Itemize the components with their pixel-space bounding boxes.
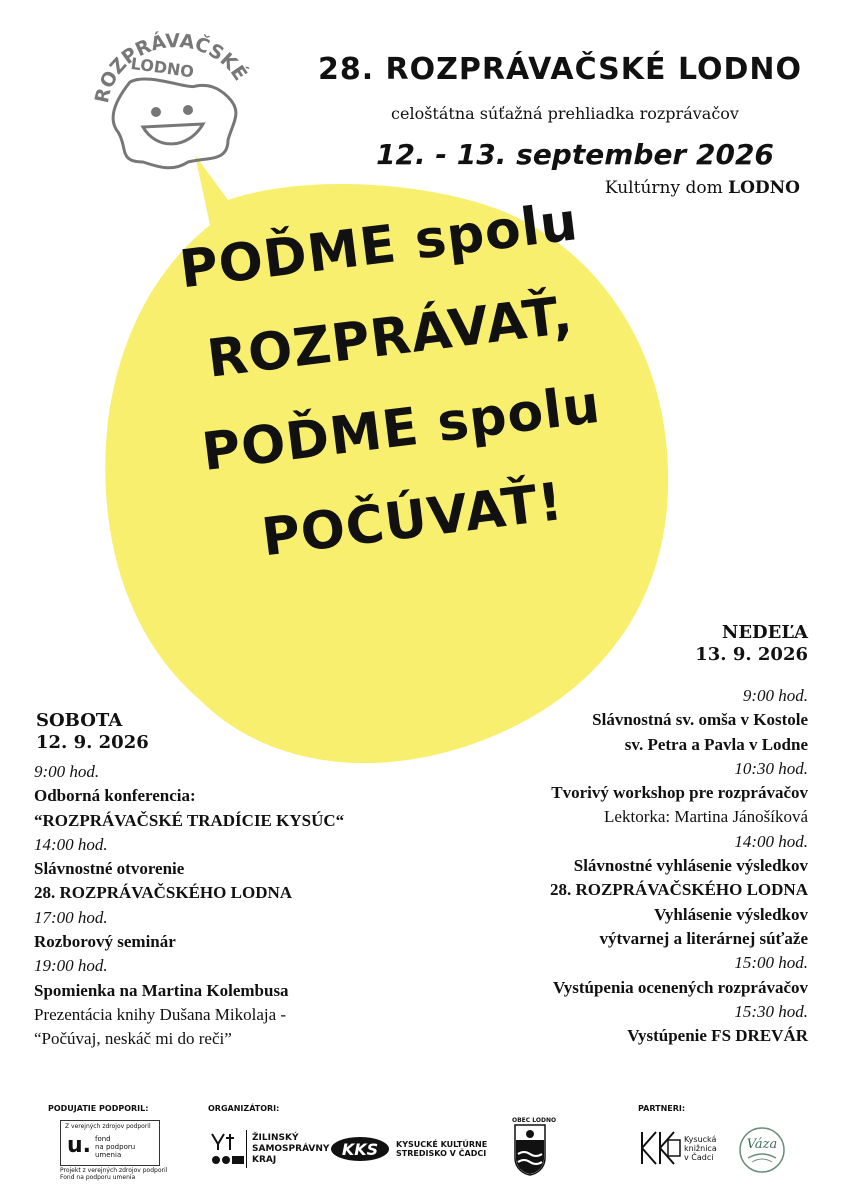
kniznica-line: knižnica	[684, 1144, 717, 1153]
fond-mark: u.	[67, 1133, 92, 1158]
sunday-schedule	[388, 684, 808, 1048]
kniznica-line: v Čadci	[684, 1153, 714, 1162]
kniznica-line: Kysucká	[684, 1135, 717, 1144]
logo-inner-text: LODNO	[129, 53, 196, 82]
sunday-schedule-item: Slávnostná sv. omša v Kostole	[592, 710, 808, 730]
saturday-day: SOBOTA	[36, 710, 123, 731]
saturday-schedule-time: 9:00 hod.	[34, 762, 100, 781]
sunday-schedule-item: Vystúpenia ocenených rozprávačov	[553, 977, 808, 997]
subtitle: celoštátna súťažná prehliadka rozprávačov	[391, 104, 739, 123]
saturday-date: 12. 9. 2026	[36, 732, 149, 753]
sunday-schedule-time: 14:00 hod.	[734, 831, 808, 851]
venue-name: LODNO	[728, 178, 800, 198]
fond-name	[95, 1135, 135, 1159]
sunday-schedule-time: 15:00 hod.	[734, 953, 808, 973]
logo-face-outline	[113, 79, 236, 168]
saturday-schedule-item: Prezentácia knihy Dušana Mikolaja -	[34, 1004, 287, 1024]
supported-label: PODUJATIE PODPORIL:	[48, 1104, 149, 1113]
venue-prefix: Kultúrny dom	[604, 178, 723, 198]
fond-name-line: fond	[95, 1135, 111, 1143]
slogan-line: POĎME spolu	[198, 374, 604, 484]
saturday-schedule-item: 28. ROZPRÁVAČSKÉHO LODNA	[34, 883, 293, 903]
logo-eye-right	[183, 105, 193, 115]
fond-bottom-line: Fond na podporu umenia	[60, 1174, 136, 1181]
saturday-heading	[36, 710, 149, 754]
saturday-schedule-time: 17:00 hod.	[34, 907, 108, 927]
obec-coat-of-arms-icon	[514, 1124, 546, 1176]
kks-mark: KKS	[341, 1140, 379, 1159]
saturday-schedule-item: Rozborový seminár	[34, 932, 176, 952]
saturday-schedule-time: 19:00 hod.	[34, 956, 108, 976]
vaza-text: Váza	[746, 1137, 778, 1152]
slogan-line: ROZPRÁVAŤ,	[204, 285, 577, 390]
obec-name: OBEC LODNO	[512, 1117, 557, 1124]
event-date: 12. - 13. september 2026	[376, 138, 774, 171]
slogan-line: POČÚVAŤ!	[258, 471, 567, 569]
saturday-schedule-item: “ROZPRÁVAČSKÉ TRADÍCIE KYSÚC“	[34, 810, 345, 830]
vaza-logo-icon	[738, 1126, 786, 1174]
kniznica-name	[684, 1135, 717, 1162]
sunday-schedule-item: Lektorka: Martina Jánošíková	[604, 807, 808, 827]
zsk-emblem-icon	[208, 1130, 248, 1170]
kniznica-logo-icon	[638, 1130, 682, 1166]
fond-logo	[60, 1120, 160, 1166]
fond-bottom-line: Projekt z verejných zdrojov podporil	[60, 1167, 168, 1174]
slogan	[150, 173, 641, 593]
zsk-line: KRAJ	[252, 1155, 277, 1165]
sunday-schedule-item: Tvorivý workshop pre rozprávačov	[551, 783, 808, 803]
kks-logo-icon	[330, 1136, 390, 1162]
fond-name-line: na podporu	[95, 1143, 136, 1151]
organizers-label: ORGANIZÁTORI:	[208, 1104, 280, 1113]
saturday-schedule-time: 14:00 hod.	[34, 834, 108, 854]
saturday-schedule-item: Slávnostné otvorenie	[34, 859, 185, 879]
zsk-name	[252, 1133, 329, 1166]
logo	[88, 22, 258, 182]
zsk-line: ŽILINSKÝ	[252, 1133, 299, 1143]
partners-label: PARTNERI:	[638, 1104, 686, 1113]
page-title: 28. ROZPRÁVAČSKÉ LODNO	[317, 52, 803, 87]
kks-name	[396, 1140, 487, 1158]
sunday-schedule-time: 15:30 hod.	[734, 1001, 808, 1021]
fond-bottom	[60, 1167, 167, 1181]
sunday-schedule-item: Vyhlásenie výsledkov	[654, 904, 808, 924]
sunday-schedule-item: Vystúpenie FS DREVÁR	[627, 1026, 808, 1046]
logo-eye-left	[151, 107, 161, 117]
sunday-heading	[695, 622, 808, 666]
saturday-schedule-item: “Počúvaj, neskáč mi do reči”	[34, 1029, 232, 1049]
sunday-schedule-item: Slávnostné vyhlásenie výsledkov	[573, 856, 808, 876]
saturday-schedule-item: Odborná konferencia:	[34, 786, 196, 806]
kks-line: KYSUCKÉ KULTÚRNE	[396, 1140, 488, 1149]
fond-top: Z verejných zdrojov podporil	[65, 1123, 151, 1130]
sunday-schedule-item: výtvarnej a literárnej súťaže	[599, 928, 808, 948]
zsk-line: SAMOSPRÁVNY	[252, 1144, 330, 1154]
kks-line: STREDISKO V ČADCI	[396, 1149, 487, 1158]
sunday-schedule-item: 28. ROZPRÁVAČSKÉHO LODNA	[549, 880, 808, 900]
sunday-schedule-item: sv. Petra a Pavla v Lodne	[624, 734, 808, 754]
saturday-schedule-item: Spomienka na Martina Kolembusa	[34, 980, 289, 1000]
slogan-line: POĎME spolu	[176, 192, 582, 301]
zsk-divider	[246, 1130, 247, 1168]
fond-name-line: umenia	[95, 1151, 122, 1159]
logo-arc-text: ROZPRÁVAČSKÉ	[90, 30, 252, 106]
sunday-schedule-time: 10:30 hod.	[734, 758, 808, 778]
sunday-date: 13. 9. 2026	[695, 644, 808, 665]
sunday-day: NEDEĽA	[721, 622, 808, 643]
sunday-schedule-time: 9:00 hod.	[742, 686, 808, 705]
logo-smile	[143, 124, 203, 144]
